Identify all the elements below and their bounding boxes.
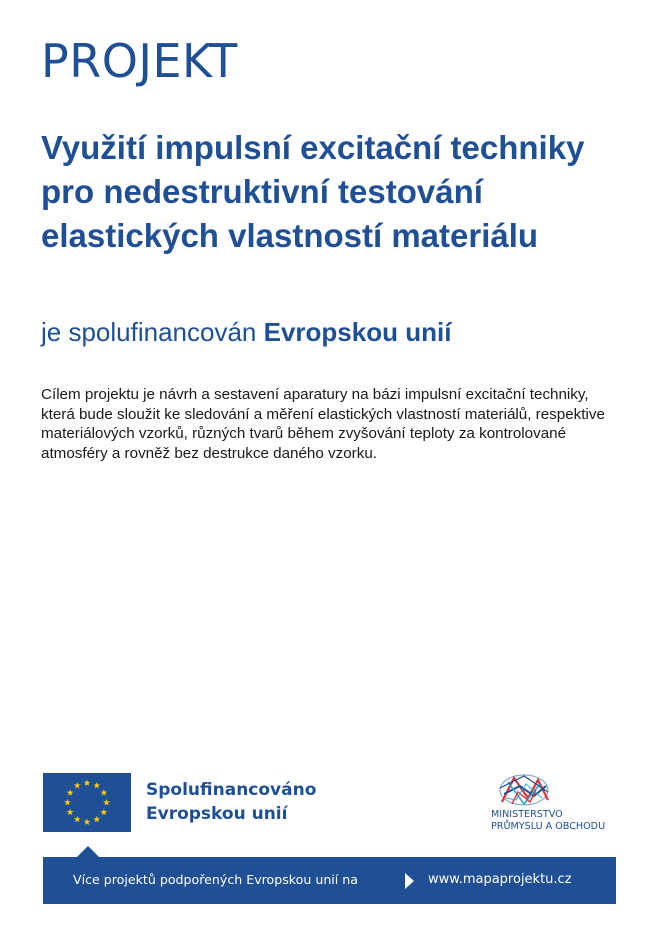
eu-star-icon (67, 809, 74, 816)
banner-text: Více projektů podpořených Evropskou unií na (73, 872, 359, 887)
eu-star-icon (93, 782, 100, 789)
ministry-name (491, 809, 605, 833)
eu-star-icon (74, 782, 81, 789)
eu-cofinanced-label (146, 778, 316, 826)
banner-url-link[interactable]: www.mapaprojektu.cz (428, 872, 572, 887)
eu-flag-icon (43, 773, 131, 832)
eu-star-icon (84, 818, 91, 825)
eu-star-icon (93, 816, 100, 823)
funding-subtitle-emphasis: Evropskou unií (263, 317, 452, 347)
eu-star-icon (67, 789, 74, 796)
ministry-logo (486, 772, 626, 836)
play-arrow-icon (405, 873, 414, 889)
eu-cofinanced-line1: Spolufinancováno (146, 780, 317, 800)
project-description: Cílem projektu je návrh a sestavení aparatury na bázi impulsní excitační techniky, která bude sloužit ke sledování a měření elastických vlastností materiálů, respektive materiálových vzorků, různých tvarů během zvyšování teploty za kontrolované atmosféry a rovněž bez destrukce daného vzorku. (41, 386, 605, 462)
eu-star-icon (100, 809, 107, 816)
ministry-globe-icon (494, 772, 552, 808)
eu-star-icon (64, 799, 71, 806)
eu-star-icon (100, 789, 107, 796)
eu-star-icon (74, 816, 81, 823)
eu-stars-graphic (43, 773, 131, 832)
ministry-name-line1: MINISTERSTVO (491, 809, 563, 820)
eu-star-icon (103, 799, 110, 806)
project-title: Využití impulsní excitační techniky pro nedestruktivní testování elastických vlastností materiálu (41, 129, 585, 254)
page-heading: PROJEKT (41, 34, 238, 88)
funding-subtitle-prefix: je spolufinancován (41, 317, 257, 347)
eu-star-icon (84, 779, 91, 786)
ministry-name-line2: PRŮMYSLU A OBCHODU (491, 821, 606, 832)
funding-subtitle (41, 315, 451, 349)
info-banner[interactable] (43, 857, 616, 904)
eu-cofinanced-line2: Evropskou unií (146, 804, 288, 824)
